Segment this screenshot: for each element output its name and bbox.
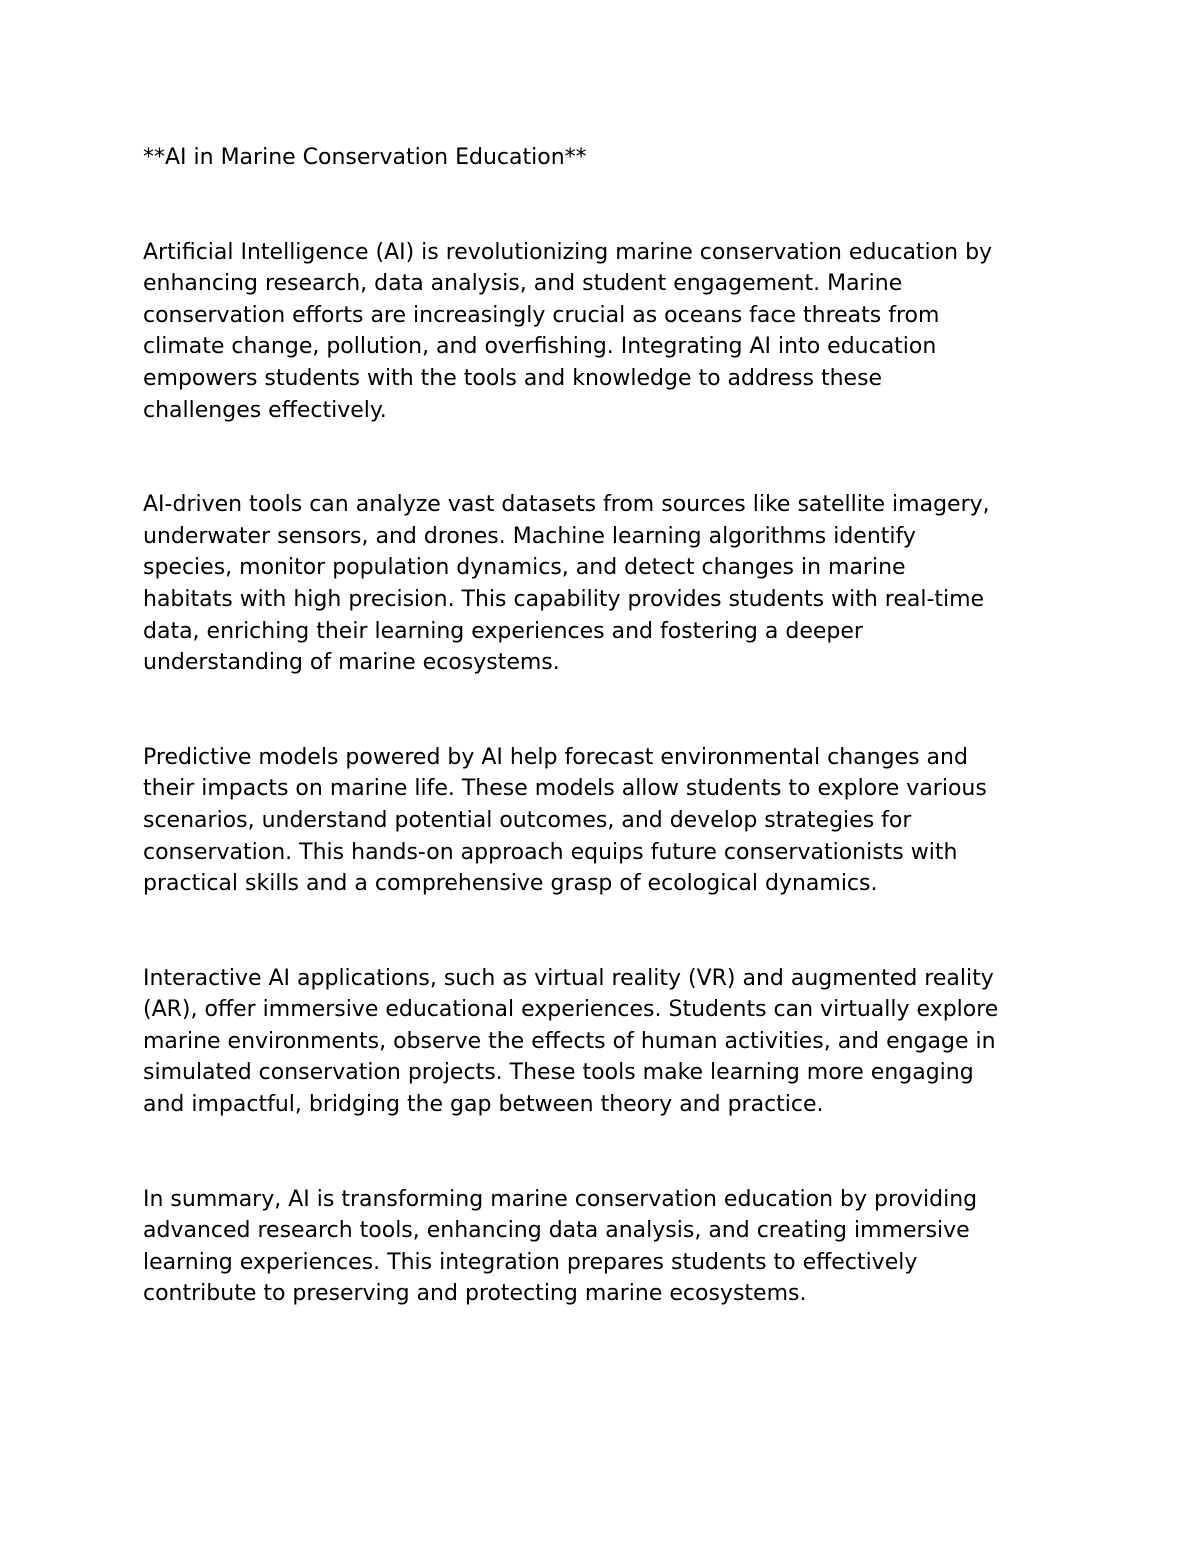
text-line: species, monitor population dynamics, and detect changes in marine [143, 555, 906, 581]
paragraph-introduction [143, 237, 1073, 427]
text-line: enhancing research, data analysis, and student engagement. Marine [143, 271, 903, 297]
text-line: contribute to preserving and protecting marine ecosystems. [143, 1281, 807, 1307]
text-line: Artificial Intelligence (AI) is revolutionizing marine conservation education by [143, 239, 993, 265]
text-line: simulated conservation projects. These tools make learning more engaging [143, 1060, 974, 1086]
text-line: empowers students with the tools and knowledge to address these [143, 365, 883, 391]
paragraph-summary [143, 1184, 1073, 1310]
text-line: advanced research tools, enhancing data analysis, and creating immersive [143, 1218, 970, 1244]
text-line: practical skills and a comprehensive grasp of ecological dynamics. [143, 871, 878, 897]
text-line: challenges effectively. [143, 397, 387, 423]
text-line: understanding of marine ecosystems. [143, 650, 560, 676]
text-line: conservation efforts are increasingly crucial as oceans face threats from [143, 302, 940, 328]
paragraph-interactive-applications [143, 963, 1073, 1121]
text-line: climate change, pollution, and overfishing. Integrating AI into education [143, 334, 937, 360]
text-line: and impactful, bridging the gap between theory and practice. [143, 1092, 824, 1118]
text-line: marine environments, observe the effects of human activities, and engage in [143, 1028, 996, 1054]
text-line: data, enriching their learning experiences and fostering a deeper [143, 618, 863, 644]
document-body [143, 142, 1073, 1310]
text-line: their impacts on marine life. These models allow students to explore various [143, 776, 987, 802]
text-line: Predictive models powered by AI help forecast environmental changes and [143, 744, 968, 770]
text-line: AI-driven tools can analyze vast datasets from sources like satellite imagery, [143, 492, 990, 518]
paragraph-ai-tools [143, 489, 1073, 679]
document-title: **AI in Marine Conservation Education** [143, 145, 587, 170]
text-line: (AR), offer immersive educational experiences. Students can virtually explore [143, 997, 999, 1023]
text-line: habitats with high precision. This capability provides students with real-time [143, 586, 985, 612]
text-line: learning experiences. This integration prepares students to effectively [143, 1249, 918, 1275]
text-line: conservation. This hands-on approach equips future conservationists with [143, 839, 958, 865]
text-line: underwater sensors, and drones. Machine learning algorithms identify [143, 523, 916, 549]
text-line: Interactive AI applications, such as virtual reality (VR) and augmented reality [143, 965, 994, 991]
paragraph-predictive-models [143, 742, 1073, 900]
text-line: scenarios, understand potential outcomes, and develop strategies for [143, 807, 912, 833]
text-line: In summary, AI is transforming marine conservation education by providing [143, 1186, 978, 1212]
